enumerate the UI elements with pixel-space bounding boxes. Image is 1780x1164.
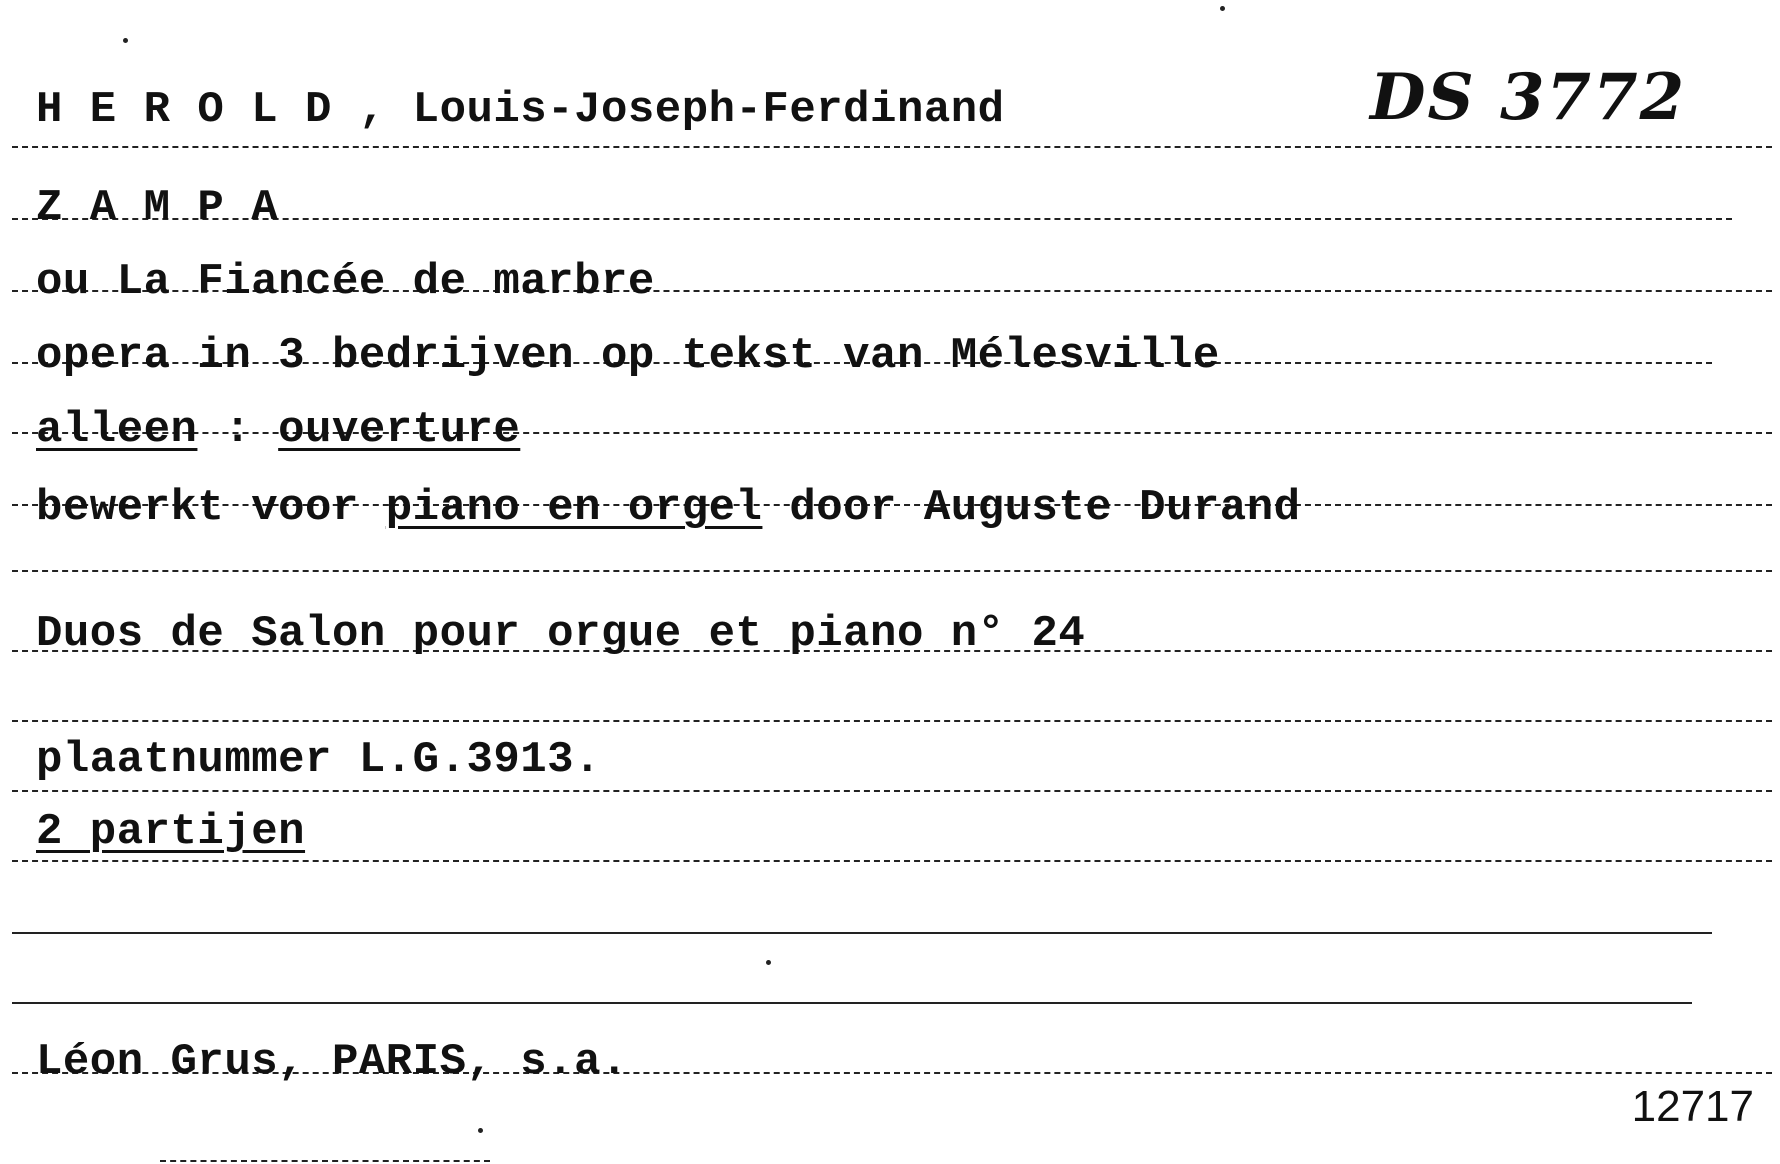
arrangement-instruments: piano en orgel (385, 483, 763, 533)
rule-line (160, 1160, 490, 1162)
card-number: 12717 (1631, 1082, 1754, 1131)
speck (123, 38, 128, 43)
rule-line (12, 1002, 1692, 1004)
title-line: Z A M P A (36, 183, 279, 233)
parts-line: 2 partijen (36, 807, 306, 857)
call-number: DS 3772 (1370, 60, 1687, 135)
arrangement-prefix: bewerkt voor (36, 483, 386, 533)
plate-number-line: plaatnummer L.G.3913. (36, 735, 601, 785)
publisher-line: Léon Grus, PARIS, s.a. (36, 1037, 628, 1087)
speck (766, 960, 771, 965)
extract-ouverture: ouverture (278, 405, 521, 455)
rule-line (12, 146, 1772, 148)
extract-separator: : (197, 405, 279, 455)
speck (1220, 6, 1225, 11)
arrangement-suffix: door Auguste Durand (762, 483, 1301, 533)
extract-alone: alleen (36, 405, 198, 455)
rule-line (12, 932, 1712, 934)
arrangement-line (36, 483, 1301, 533)
description-line: opera in 3 bedrijven op tekst van Mélesville (36, 331, 1220, 381)
subtitle-line: ou La Fiancée de marbre (36, 257, 655, 307)
extract-line (36, 405, 521, 455)
rule-line (12, 790, 1772, 792)
composer-heading: H E R O L D , Louis-Joseph-Ferdinand (36, 85, 1005, 135)
rule-line (12, 570, 1772, 572)
series-line: Duos de Salon pour orgue et piano n° 24 (36, 609, 1086, 659)
speck (478, 1128, 483, 1133)
rule-line (12, 860, 1772, 862)
rule-line (12, 720, 1772, 722)
